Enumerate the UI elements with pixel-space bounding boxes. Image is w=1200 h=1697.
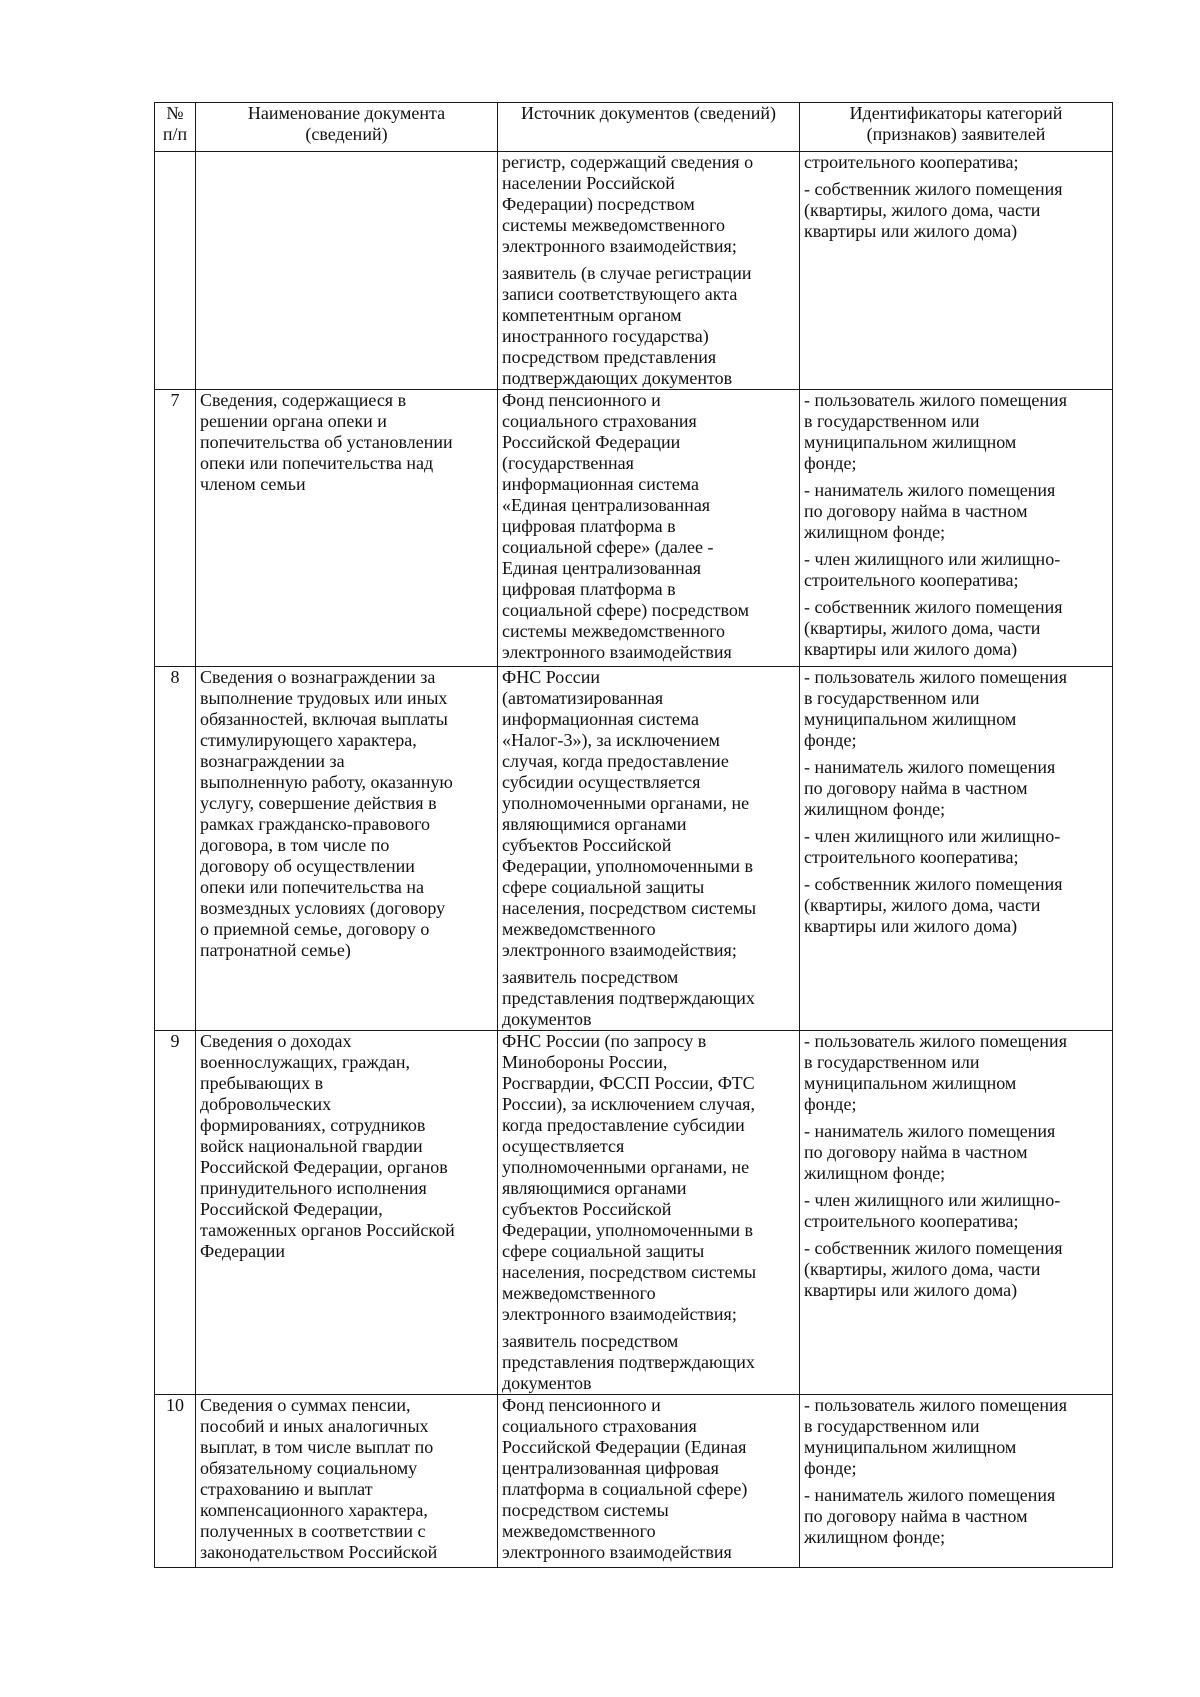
source-line: представления подтверждающих: [502, 988, 755, 1008]
category-line: жилищном фонде;: [804, 522, 946, 542]
category-line: строительного кооператива;: [804, 1211, 1019, 1231]
source-paragraph: [502, 667, 795, 961]
category-line: - собственник жилого помещения: [804, 1238, 1063, 1258]
source-line: «Налог-3»), за исключением: [502, 730, 720, 750]
document-name-line: решении органа опеки и: [200, 411, 387, 431]
document-name-line: формированиях, сотрудников: [200, 1115, 426, 1135]
source-line: Минобороны России,: [502, 1052, 668, 1072]
document-name-line: пребывающих в: [200, 1073, 324, 1093]
source-line: населения, посредством системы: [502, 1262, 757, 1282]
source-paragraph: [502, 1031, 795, 1325]
category-line: строительного кооператива;: [804, 570, 1019, 590]
source-paragraph: [502, 263, 795, 389]
source-line: Единая централизованная: [502, 558, 702, 578]
category-line: фонде;: [804, 730, 857, 750]
source-line: России), за исключением случая,: [502, 1094, 755, 1114]
source-line: осуществляется: [502, 1136, 625, 1156]
category-line: - член жилищного или жилищно-: [804, 826, 1061, 846]
source-line: цифровая платформа в: [502, 579, 676, 599]
category-item: [804, 874, 1108, 937]
source-line: Российской Федерации: [502, 432, 681, 452]
category-line: - собственник жилого помещения: [804, 179, 1063, 199]
applicant-categories-cell: [800, 152, 1113, 390]
source-line: платформа в социальной сфере): [502, 1479, 748, 1499]
category-item: [804, 1238, 1108, 1301]
document-name-line: Российской Федерации,: [200, 1199, 383, 1219]
category-line: - наниматель жилого помещения: [804, 1485, 1056, 1505]
category-line: муниципальном жилищном: [804, 432, 1017, 452]
document-name-line: услугу, совершение действия в: [200, 793, 437, 813]
source-line: ФНС России (по запросу в: [502, 1031, 707, 1051]
document-name-line: Федерации: [200, 1241, 286, 1261]
category-line: жилищном фонде;: [804, 799, 946, 819]
category-line: по договору найма в частном: [804, 778, 1028, 798]
document-name-line: стимулирующего характера,: [200, 730, 417, 750]
source-line: компетентным органом: [502, 305, 682, 325]
source-paragraph: [502, 1395, 795, 1563]
category-line: - наниматель жилого помещения: [804, 757, 1056, 777]
source-line: социального страхования: [502, 411, 697, 431]
category-item: [804, 1121, 1108, 1184]
document-name-line: военнослужащих, граждан,: [200, 1052, 411, 1072]
source-line: когда предоставление субсидии: [502, 1115, 745, 1135]
category-item: [804, 597, 1108, 660]
source-line: сфере социальной защиты: [502, 877, 705, 897]
source-line: электронного взаимодействия;: [502, 940, 737, 960]
category-line: (квартиры, жилого дома, части: [804, 1259, 1041, 1279]
source-line: уполномоченными органами, не: [502, 793, 750, 813]
category-item: [804, 549, 1108, 591]
source-line: подтверждающих документов: [502, 368, 733, 388]
source-line: электронного взаимодействия;: [502, 236, 737, 256]
header-name: [196, 103, 498, 152]
document-name-line: Сведения о суммах пенсии,: [200, 1395, 411, 1415]
header-num: [155, 103, 196, 152]
source-line: электронного взаимодействия;: [502, 1304, 737, 1324]
document-name-line: Сведения о вознаграждении за: [200, 667, 436, 687]
category-line: фонде;: [804, 1094, 857, 1114]
source-line: Федерации, уполномоченными в: [502, 856, 754, 876]
category-line: - пользователь жилого помещения: [804, 667, 1067, 687]
category-item: [804, 667, 1108, 751]
table-row: [155, 667, 1113, 1031]
category-line: - член жилищного или жилищно-: [804, 1190, 1061, 1210]
applicant-categories-cell: [800, 1031, 1113, 1395]
category-line: (квартиры, жилого дома, части: [804, 200, 1041, 220]
document-name-line: выполнение трудовых или иных: [200, 688, 448, 708]
document-name-line: пособий и иных аналогичных: [200, 1416, 429, 1436]
header-name-line: (сведений): [305, 124, 388, 144]
source-line: электронного взаимодействия: [502, 642, 732, 662]
document-name-line: добровольческих: [200, 1094, 332, 1114]
document-name-line: страхованию и выплат: [200, 1479, 373, 1499]
source-line: ФНС России: [502, 667, 600, 687]
source-line: системы межведомственного: [502, 621, 726, 641]
source-line: Росгвардии, ФССП России, ФТС: [502, 1073, 755, 1093]
category-line: квартиры или жилого дома): [804, 916, 1018, 936]
document-name-line: договора, в том числе по: [200, 835, 390, 855]
source-line: записи соответствующего акта: [502, 284, 738, 304]
documents-table: [154, 102, 1113, 1568]
category-item: [804, 1190, 1108, 1232]
category-item: [804, 826, 1108, 868]
document-source-cell: [498, 390, 800, 667]
category-line: - член жилищного или жилищно-: [804, 549, 1061, 569]
header-source: [498, 103, 800, 152]
category-line: фонде;: [804, 1458, 857, 1478]
source-line: межведомственного: [502, 1521, 656, 1541]
table-header-row: [155, 103, 1113, 152]
source-line: сфере социальной защиты: [502, 1241, 705, 1261]
category-item: [804, 390, 1108, 474]
document-name-line: Сведения о доходах: [200, 1031, 352, 1051]
source-line: социальной сфере» (далее -: [502, 537, 714, 557]
header-name-line: Наименование документа: [247, 103, 446, 123]
source-line: электронного взаимодействия: [502, 1542, 732, 1562]
row-number-cell: 9: [155, 1031, 196, 1395]
document-name-line: компенсационного характера,: [200, 1500, 428, 1520]
category-item: [804, 1485, 1108, 1548]
source-line: Российской Федерации (Единая: [502, 1437, 747, 1457]
category-item: [804, 1031, 1108, 1115]
category-line: квартиры или жилого дома): [804, 1280, 1018, 1300]
category-line: муниципальном жилищном: [804, 1073, 1017, 1093]
document-name-cell: [196, 1395, 498, 1568]
document-name-line: Российской Федерации, органов: [200, 1157, 448, 1177]
source-paragraph: [502, 1331, 795, 1394]
document-name-line: вознаграждении за: [200, 751, 345, 771]
applicant-categories-cell: [800, 390, 1113, 667]
document-name-cell: [196, 667, 498, 1031]
category-line: строительного кооператива;: [804, 847, 1019, 867]
header-categories-line: (признаков) заявителей: [866, 124, 1046, 144]
category-line: квартиры или жилого дома): [804, 639, 1018, 659]
source-line: (государственная: [502, 453, 634, 473]
document-name-line: возмездных условиях (договору: [200, 898, 446, 918]
source-line: Фонд пенсионного и: [502, 390, 661, 410]
source-line: населении Российской: [502, 173, 675, 193]
source-line: межведомственного: [502, 1283, 656, 1303]
header-num-line: №: [166, 103, 184, 123]
source-line: централизованная цифровая: [502, 1458, 719, 1478]
source-line: Федерации, уполномоченными в: [502, 1220, 754, 1240]
document-name-line: обязанностей, включая выплаты: [200, 709, 448, 729]
document-name-line: Сведения, содержащиеся в: [200, 390, 407, 410]
source-line: Федерации) посредством: [502, 194, 695, 214]
document-name-line: войск национальной гвардии: [200, 1136, 423, 1156]
document-source-cell: [498, 1031, 800, 1395]
source-line: информационная система: [502, 709, 699, 729]
source-line: «Единая централизованная: [502, 495, 711, 515]
document-name-line: опеки или попечительства на: [200, 877, 425, 897]
header-num-line: п/п: [162, 124, 188, 144]
source-line: иностранного государства): [502, 326, 709, 346]
document-name-line: полученных в соответствии с: [200, 1521, 426, 1541]
document-name-line: о приемной семье, договору о: [200, 919, 430, 939]
category-line: (квартиры, жилого дома, части: [804, 895, 1041, 915]
category-line: в государственном или: [804, 1052, 980, 1072]
source-line: заявитель (в случае регистрации: [502, 263, 752, 283]
category-item: [804, 480, 1108, 543]
source-line: социального страхования: [502, 1416, 697, 1436]
category-line: квартиры или жилого дома): [804, 221, 1018, 241]
source-paragraph: [502, 967, 795, 1030]
document-name-cell: [196, 152, 498, 390]
row-number-cell: 8: [155, 667, 196, 1031]
source-line: документов: [502, 1373, 592, 1393]
document-name-line: таможенных органов Российской: [200, 1220, 455, 1240]
document-name-line: выполненную работу, оказанную: [200, 772, 453, 792]
document-name-line: членом семьи: [200, 474, 306, 494]
category-line: строительного кооператива;: [804, 152, 1019, 172]
category-line: муниципальном жилищном: [804, 1437, 1017, 1457]
category-line: по договору найма в частном: [804, 1142, 1028, 1162]
category-item: [804, 152, 1108, 173]
category-line: - наниматель жилого помещения: [804, 480, 1056, 500]
document-name-line: обязательному социальному: [200, 1458, 418, 1478]
document-name-line: рамках гражданско-правового: [200, 814, 431, 834]
document-source-cell: [498, 1395, 800, 1568]
source-line: системы межведомственного: [502, 215, 726, 235]
category-line: по договору найма в частном: [804, 501, 1028, 521]
source-line: информационная система: [502, 474, 699, 494]
source-line: населения, посредством системы: [502, 898, 757, 918]
category-item: [804, 179, 1108, 242]
category-line: в государственном или: [804, 688, 980, 708]
document-name-line: принудительного исполнения: [200, 1178, 427, 1198]
category-line: жилищном фонде;: [804, 1527, 946, 1547]
document-name-line: патронатной семье): [200, 940, 351, 960]
documents-table-body: [155, 103, 1113, 1568]
table-row: [155, 152, 1113, 390]
row-number-cell: 7: [155, 390, 196, 667]
source-line: субсидии осуществляется: [502, 772, 701, 792]
source-line: (автоматизированная: [502, 688, 664, 708]
document-name-cell: [196, 390, 498, 667]
document-name-line: законодательством Российской: [200, 1542, 438, 1562]
source-line: регистр, содержащий сведения о: [502, 152, 754, 172]
source-line: посредством представления: [502, 347, 717, 367]
document-name-line: попечительства об установлении: [200, 432, 453, 452]
source-line: субъектов Российской: [502, 835, 672, 855]
header-categories: [800, 103, 1113, 152]
applicant-categories-cell: [800, 667, 1113, 1031]
category-item: [804, 757, 1108, 820]
table-row: [155, 390, 1113, 667]
header-categories-line: Идентификаторы категорий: [849, 103, 1063, 123]
source-line: Фонд пенсионного и: [502, 1395, 661, 1415]
category-line: - пользователь жилого помещения: [804, 390, 1067, 410]
category-line: по договору найма в частном: [804, 1506, 1028, 1526]
document-source-cell: [498, 152, 800, 390]
source-line: являющимися органами: [502, 1178, 687, 1198]
category-line: муниципальном жилищном: [804, 709, 1017, 729]
header-source-line: Источник документов (сведений): [521, 103, 776, 123]
source-line: социальной сфере) посредством: [502, 600, 749, 620]
category-line: - пользователь жилого помещения: [804, 1031, 1067, 1051]
source-line: цифровая платформа в: [502, 516, 676, 536]
document-name-line: договору об осуществлении: [200, 856, 415, 876]
source-line: уполномоченными органами, не: [502, 1157, 750, 1177]
source-line: заявитель посредством: [502, 967, 679, 987]
source-line: являющимися органами: [502, 814, 687, 834]
category-line: в государственном или: [804, 1416, 980, 1436]
category-line: - пользователь жилого помещения: [804, 1395, 1067, 1415]
document-name-line: выплат, в том числе выплат по: [200, 1437, 434, 1457]
row-number-cell: 10: [155, 1395, 196, 1568]
document-name-cell: [196, 1031, 498, 1395]
category-line: - наниматель жилого помещения: [804, 1121, 1056, 1141]
source-line: документов: [502, 1009, 592, 1029]
category-line: в государственном или: [804, 411, 980, 431]
source-line: заявитель посредством: [502, 1331, 679, 1351]
category-line: фонде;: [804, 453, 857, 473]
category-line: - собственник жилого помещения: [804, 874, 1063, 894]
source-paragraph: [502, 390, 795, 663]
source-line: случая, когда предоставление: [502, 751, 729, 771]
category-line: - собственник жилого помещения: [804, 597, 1063, 617]
applicant-categories-cell: [800, 1395, 1113, 1568]
category-line: (квартиры, жилого дома, части: [804, 618, 1041, 638]
source-line: субъектов Российской: [502, 1199, 672, 1219]
row-number-cell: [155, 152, 196, 390]
source-line: межведомственного: [502, 919, 656, 939]
category-line: жилищном фонде;: [804, 1163, 946, 1183]
table-row: [155, 1031, 1113, 1395]
table-row: [155, 1395, 1113, 1568]
document-name-line: опеки или попечительства над: [200, 453, 434, 473]
source-paragraph: [502, 152, 795, 257]
document-source-cell: [498, 667, 800, 1031]
source-line: представления подтверждающих: [502, 1352, 755, 1372]
source-line: посредством системы: [502, 1500, 669, 1520]
category-item: [804, 1395, 1108, 1479]
